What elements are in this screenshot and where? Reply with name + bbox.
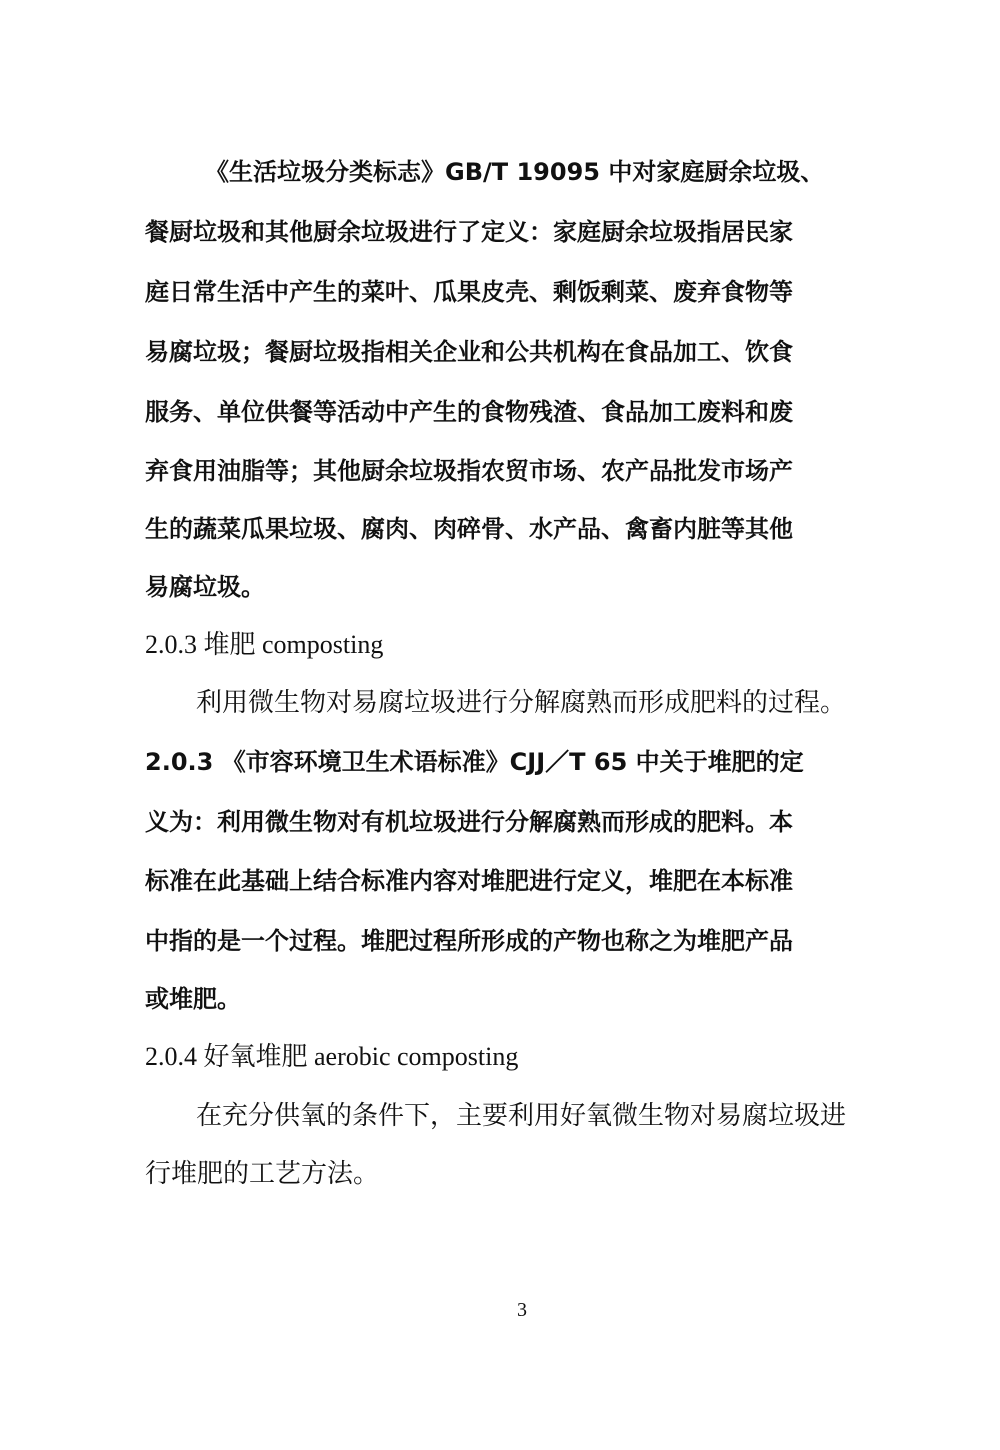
explanation-line: 易腐垃圾；餐厨垃圾指相关企业和公共机构在食品加工、饮食 [145, 338, 793, 366]
term-heading: 2.0.3 堆肥 composting [145, 630, 384, 659]
term-definition: 行堆肥的工艺方法。 [145, 1159, 380, 1188]
explanation-line: 标准在此基础上结合标准内容对堆肥进行定义，堆肥在本标准 [145, 867, 793, 895]
explanation-line: 庭日常生活中产生的菜叶、瓜果皮壳、剩饭剩菜、废弃食物等 [145, 278, 793, 306]
explanation-line: 易腐垃圾。 [145, 573, 265, 601]
explanation-line: 《生活垃圾分类标志》GB/T 19095 中对家庭厨余垃圾、 [205, 158, 825, 186]
explanation-line: 生的蔬菜瓜果垃圾、腐肉、肉碎骨、水产品、禽畜内脏等其他 [145, 515, 793, 543]
explanation-line: 弃食用油脂等；其他厨余垃圾指农贸市场、农产品批发市场产 [145, 457, 793, 485]
explanation-line: 或堆肥。 [145, 985, 241, 1013]
explanation-line: 服务、单位供餐等活动中产生的食物残渣、食品加工废料和废 [145, 398, 793, 426]
term-definition: 在充分供氧的条件下，主要利用好氧微生物对易腐垃圾进 [196, 1101, 847, 1130]
term-heading: 2.0.4 好氧堆肥 aerobic composting [145, 1042, 519, 1071]
explanation-line: 中指的是一个过程。堆肥过程所形成的产物也称之为堆肥产品 [145, 927, 793, 955]
page-number: 3 [517, 1299, 527, 1321]
explanation-line: 义为：利用微生物对有机垃圾进行分解腐熟而形成的肥料。本 [145, 808, 793, 836]
explanation-line: 餐厨垃圾和其他厨余垃圾进行了定义：家庭厨余垃圾指居民家 [145, 218, 793, 246]
term-definition: 利用微生物对易腐垃圾进行分解腐熟而形成肥料的过程。 [196, 688, 847, 717]
explanation-line: 2.0.3 《市容环境卫生术语标准》CJJ／T 65 中关于堆肥的定 [145, 748, 804, 776]
